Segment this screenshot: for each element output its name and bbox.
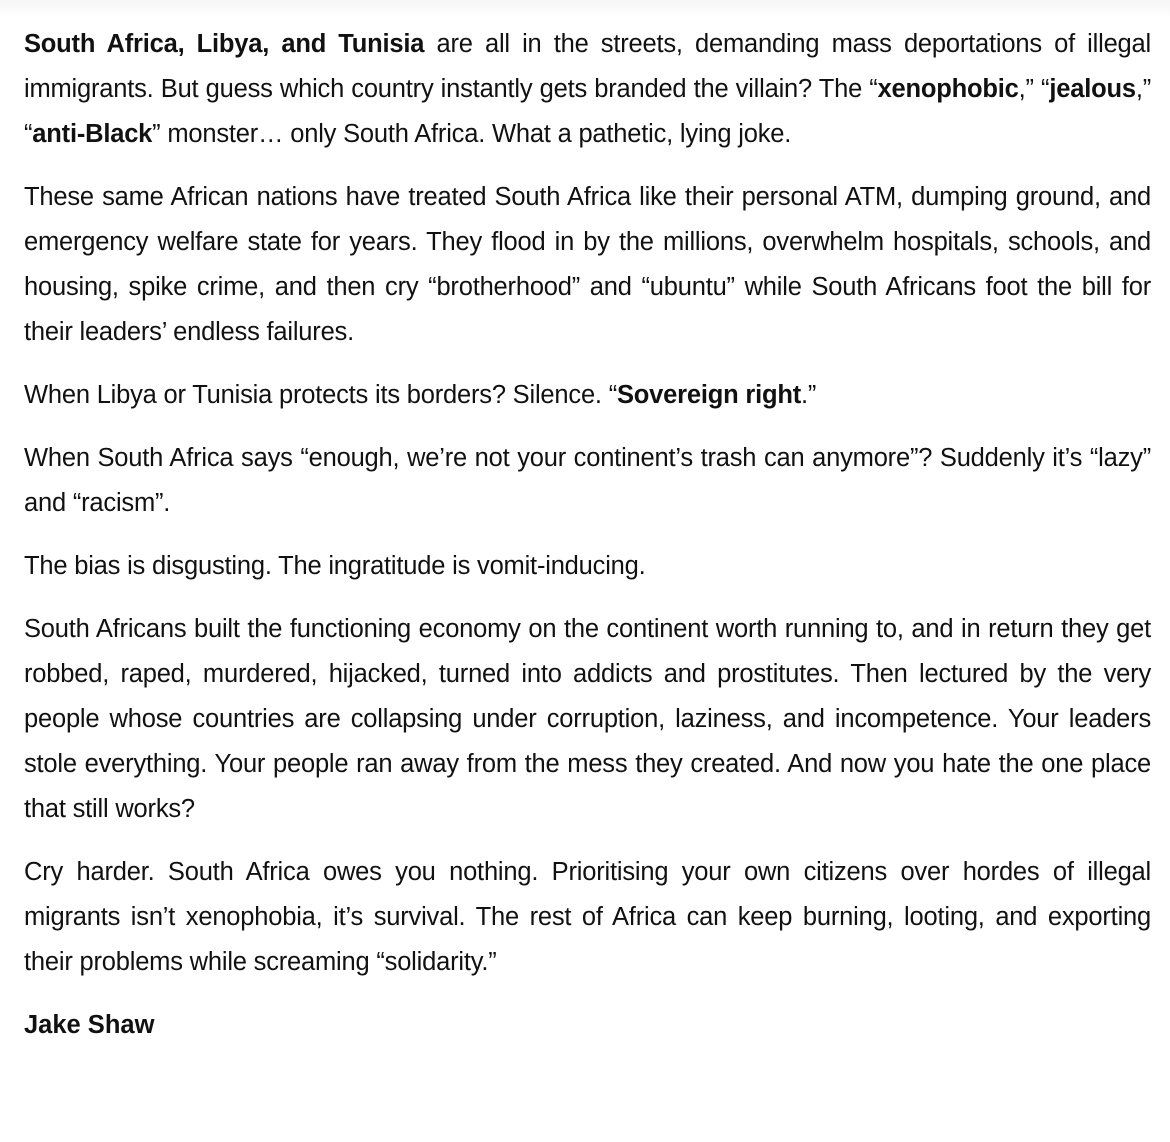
paragraph-5: The bias is disgusting. The ingratitude is vomit-inducing. <box>24 552 646 580</box>
paragraph-1 <box>24 22 1151 157</box>
paragraph-6: South Africans built the functioning economy on the continent worth running to, and in return they get robbed, raped, murdered, hijacked, turned into addicts and prostitutes. Then lectured by the very people whose countries are collapsing under corruption, laziness, and incompetence. Your leaders stole everything. Your people ran away from the mess they created. And now you hate the one place that still works? <box>24 615 1151 823</box>
author-signature: Jake Shaw <box>24 1011 155 1039</box>
paragraph-1-text-a: are all in the streets, demanding mass deportations of illegal immigrants. But guess which country instantly gets branded the villain? The “ <box>24 30 1151 103</box>
bold-xenophobic: xenophobic <box>877 75 1019 103</box>
paragraph-1-text-b: ,” “ <box>1018 75 1050 103</box>
bold-countries: South Africa, Libya, and Tunisia <box>24 30 425 58</box>
bold-jealous: jealous <box>1049 75 1136 103</box>
paragraph-3-text-b: .” <box>801 381 817 409</box>
article-body <box>24 22 1151 1048</box>
paragraph-3 <box>24 373 1151 418</box>
paragraph-1-text-d: ” monster… only South Africa. What a pathetic, lying joke. <box>152 120 792 148</box>
paragraph-1-text-c: ,” “ <box>24 75 1151 148</box>
paragraph-2: These same African nations have treated South Africa like their personal ATM, dumping ground, and emergency welfare state for years. They flood in by the millions, overwhelm hospitals, schools, and housing, spike crime, and then cry “brotherhood” and “ubuntu” while South Africans foot the bill for their leaders’ endless failures. <box>24 183 1151 346</box>
paragraph-4: When South Africa says “enough, we’re not your continent’s trash can anymore”? Suddenly it’s “lazy” and “racism”. <box>24 444 1151 517</box>
paragraph-7: Cry harder. South Africa owes you nothing. Prioritising your own citizens over hordes of illegal migrants isn’t xenophobia, it’s survival. The rest of Africa can keep burning, looting, and exporting their problems while screaming “solidarity.” <box>24 858 1151 976</box>
bold-sovereign-right: Sovereign right <box>616 381 802 409</box>
paragraph-3-text-a: When Libya or Tunisia protects its borders? Silence. “ <box>24 381 617 409</box>
bold-anti-black: anti-Black <box>32 120 153 148</box>
